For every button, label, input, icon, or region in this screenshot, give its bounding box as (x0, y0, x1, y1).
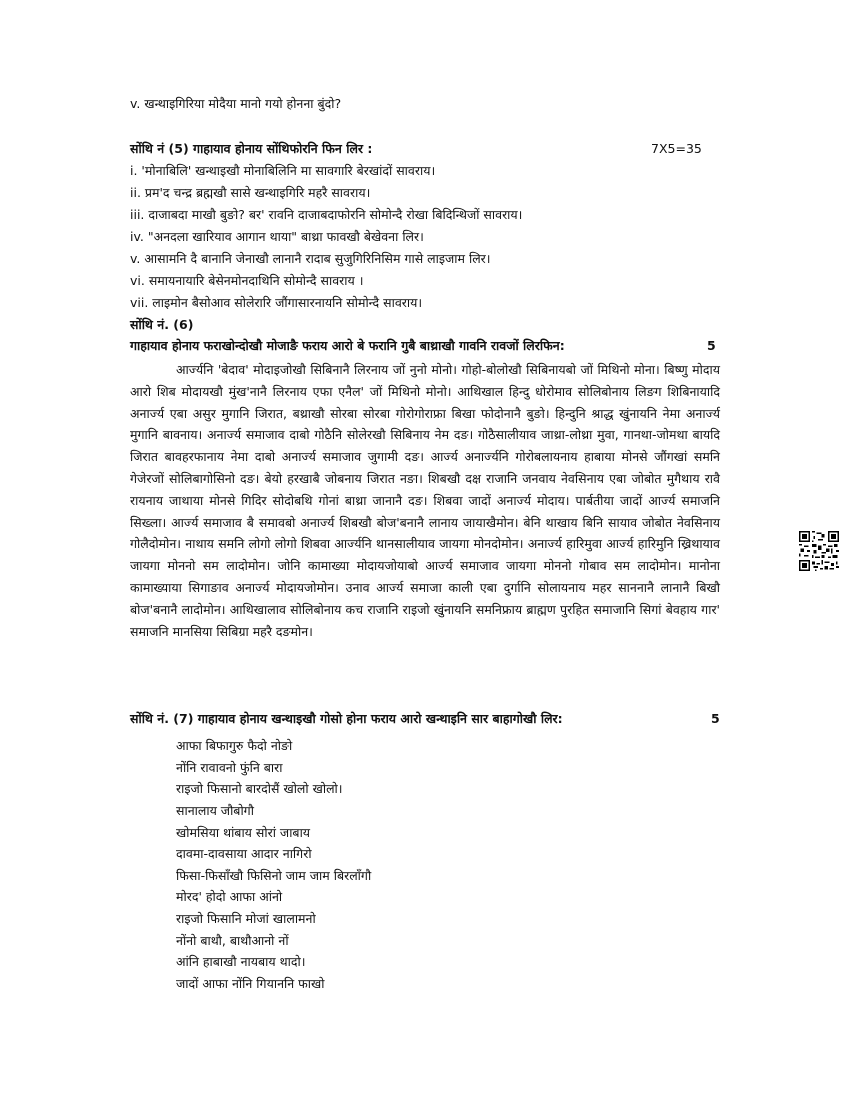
poem-line: आफा बिफागुरु फैदो नोङो (176, 738, 293, 753)
poem-line: दावमा-दावसाया आदार नागिरो (176, 846, 312, 862)
q5-item: ii. प्रम'द चन्द्र ब्रह्मखौ सासे खन्थाइगिरि महरै सावराय। (130, 185, 371, 200)
poem-line: नोंनो बाथौ, बाथौआनो नों (176, 932, 289, 948)
q6-marks: 5 (707, 338, 716, 353)
poem-line: राइजो फिसानो बारदोसैं खोलो खोलो। (176, 781, 343, 797)
q5-item: vii. लाइमोन बैसोआव सोलेरारि जौंगासारनायनि सोमोन्दै सावराय। (130, 295, 423, 310)
q7-poem (176, 735, 371, 995)
q5-item: i. 'मोनाबिलि' खन्थाइखौ मोनाबिलिनि मा सावगारि बेरखांदों सावराय। (130, 163, 436, 178)
q5-item: iv. "अनदला खारियाव आगान थाया" बाथ्रा फावखौ बेखेवना लिर। (130, 229, 424, 244)
q6-passage: आर्ज्यनि 'बेदाव' मोदाइजोखौ सिबिनानै लिरनाय जों नुनो मोनो। गोहो-बोलोखौ सिबिनायबो जों मिथिनो मोना। बिष्णु मोदाय आरो शिब मोदायखौ मुंख'नानै लिरनाय एफा एनैल' जों मिथिनो मोनो। आथिखाल हिन्दु धोरोमाव सोलिबोनाय लिङग शिबिनायादि अनार्ज्य एबा असुर मुगानि जिरात, बथ्राखौ सोरबा सोरबा गोरोगोराफ्रा बिखा फोदोनानै बुङो। हिन्दुनि श्राद्ध खुंनायनि नेमा अनार्ज्य मुगानि बावनाय। अनार्ज्य समाजाव दाबो गोठैनि सोलेरखौ सिबिनाय नेम दङ। गोठैसालीयाव जाथ्रा-लोथ्रा मुवा, गानथा-जोमथा बायदि जिरात बावहरफानाय नेमा दाबो अनार्ज्य समाजाव जुगामी दङ। आर्ज्य अनार्ज्यनि गोरोबलायनाय हाबाया मोनसे जौंगखां समनि गेजेरजों सोलिबागोसिनो दङ। बेयो हरखाबै जोबनाय जिरात नङा। शिबखौ दक्ष राजानि जनवाय नेवसिनाय एबा जोबोत मुगैथाय रावै रायनाय जाथाया मोनसे गिदिर सोदोबथि गोनां बाथ्रा जानानै दङ। शिबवा जादों अनार्ज्य मोदाय। पार्बतीया जादों आर्ज्य समाजनि सिख्ला। आर्ज्य समाजाव बै समावबो अनार्ज्य शिबखौ बोज'बनानै लानाय जायाखैमोन। बेनि थाखाय बिनि सायाव जोबोत नेवसिनाय गोलैदोमोन। नाथाय समनि लोगो लोगो शिबवा आर्ज्यनि थानसालीयाव जायगा मोनदोमोन। अनार्ज्य हारिमुवा आर्ज्य हारिमुनि ख्रिथायाव जायगा मोननो सम लादोमोन। जोनि कामाख्या मोदायजोयाबो आर्ज्य समाजाव जायगा मोननो गोबाव सम लादोमोन। मानोना कामाख्याया सिगाङाव अनार्ज्य मोदायजोमोन। उनाव आर्ज्य समाजा काली एबा दुर्गानि सोलायनाय महर साननानै लानानै बिखौ बोज'बनानै लादोमोन। आथिखालाव सोलिबोनाय कच राजानि राइजो खुंनायनि समनिफ्राय ब्राह्मण पुरहित समाजानि सिगां बेवहाय गार' समाजनि मानसिया सिबिग्रा महरै दङमोन। (130, 362, 720, 639)
q5-item: iii. दाजाबदा माखौ बुङो? बर' रावनि दाजाबदाफोरनि सोमोन्दै रोखा बिदिन्थिजों सावराय। (130, 207, 523, 222)
poem-line: सानालाय जौबोगौ (176, 802, 254, 818)
intro-question: v. खन्थाइगिरिया मोदैया मानो गयो होनना बुंदो? (130, 96, 342, 111)
q5-item: v. आसामनि दै बानानि जेनाखौ लानानै रादाब सुजुगिरिनिसिम गासे लाइजाम लिर। (130, 251, 491, 266)
poem-line: खोमसिया थांबाय सोरां जाबाय (176, 824, 311, 840)
q7-marks: 5 (711, 711, 720, 726)
poem-line: नोंनि रावावनो फुंनि बारा (176, 759, 283, 775)
poem-line: आंनि हाबाखौ नायबाय थादो। (176, 954, 306, 970)
q5-item: vi. समायनायारि बेसेनमोनदाथिनि सोमोन्दै सावराय । (130, 273, 364, 288)
poem-line: जादों आफा नोंनि गियाननि फाखो (176, 976, 325, 992)
q7-heading: सोंथि नं. (7) गाहायाव होनाय खन्थाइखौ गोसो होना फराय आरो खन्थाइनि सार बाहागोखौ लिर: (130, 711, 563, 726)
poem-line: मोरद' होदो आफा आंनो (176, 889, 283, 905)
poem-line: राइजो फिसानि मोजां खालामनो (176, 911, 316, 927)
poem-line: फिसा-फिसाँखौ फिसिनो जाम जाम बिरलाँगौ (176, 867, 372, 883)
q6-instruction: गाहायाव होनाय फराखोन्दोखौ मोजाङै फराय आरो बे फरानि गुबै बाथ्राखौ गावनि रावजों लिरफिन: (130, 338, 565, 353)
q6-heading: सोंथि नं. (6) (130, 317, 194, 332)
q5-heading: सोंथि नं (5) गाहायाव होनाय सोंथिफोरनि फिन लिर : (130, 141, 373, 156)
q5-marks: 7X5=35 (651, 141, 702, 156)
qr-code (799, 531, 839, 571)
